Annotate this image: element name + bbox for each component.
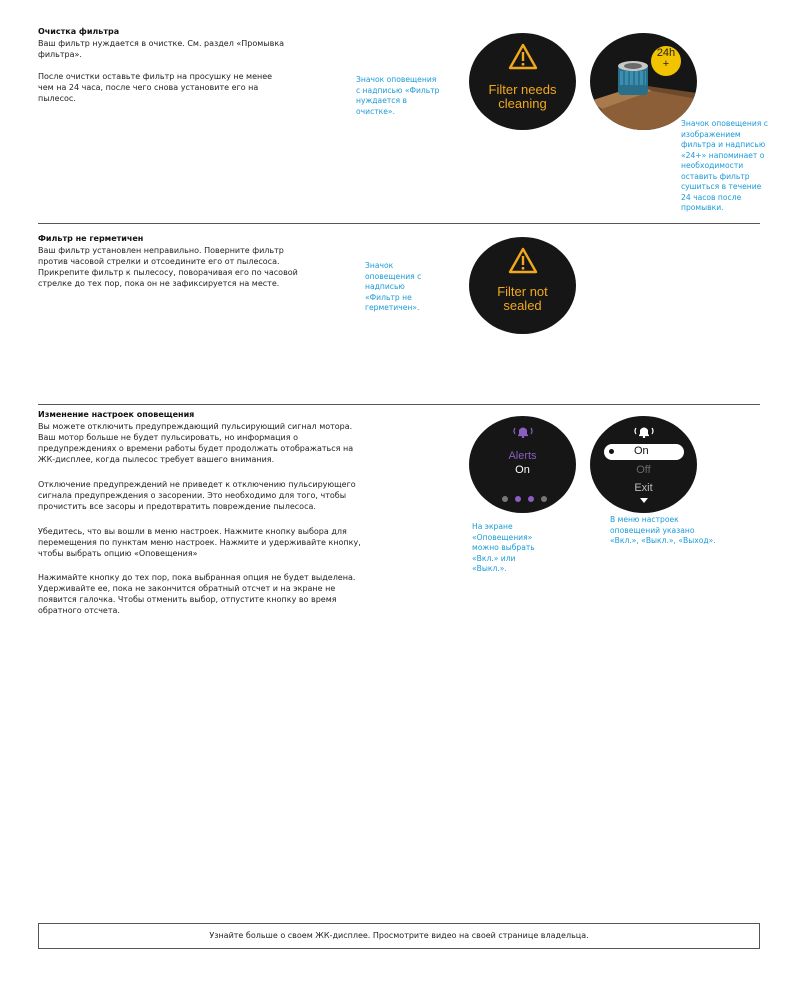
caption-filter-not-sealed: Значок оповещения с надписью «Фильтр не герметичен». <box>365 261 422 312</box>
alert-settings-text-2: Отключение предупреждений не приведет к отключению пульсирующего сигнала предупреждения о засорении. Это необходимо для того, чтобы прочистить все засоры и предотвратить повреждение пылесоса. <box>38 480 356 511</box>
alerts-screen-title: Alerts <box>508 450 537 462</box>
filter-needs-cleaning-screen <box>469 33 576 130</box>
option-exit[interactable]: Exit <box>634 482 653 494</box>
caption-alert-options: В меню настроек оповещений указано «Вкл.», «Выкл.», «Выход». <box>610 515 716 545</box>
option-on-label: On <box>634 445 649 457</box>
caption-filter-drying: Значок оповещения с изображением фильтра и надписью «24+» напоминает о необходимости оставить фильтр сушиться в течение 24 часов после промывки. <box>681 119 768 212</box>
filter-drying-24h-screen <box>590 33 697 130</box>
filter-cleaning-text-2: После очистки оставьте фильтр на просушку не менее чем на 24 часа, после чего снова установите его на пылесос. <box>38 72 273 103</box>
section-divider <box>38 404 760 405</box>
section-title-alert-settings: Изменение настроек оповещения <box>38 410 195 419</box>
scroll-down-arrow-icon <box>640 498 648 503</box>
page-indicator-dots <box>502 495 547 503</box>
alert-options-screen <box>590 416 697 513</box>
section-title-filter-not-sealed: Фильтр не герметичен <box>38 234 144 243</box>
owner-page-video-note: Узнайте больше о своем ЖК-дисплее. Просмотрите видео на своей странице владельца. <box>38 923 760 949</box>
filter-not-sealed-label: Filter not sealed <box>497 284 548 313</box>
bell-alert-icon <box>630 424 658 438</box>
bell-alert-icon <box>509 424 537 438</box>
caption-alerts-screen: На экране «Оповещения» можно выбрать «Вкл.» или «Выкл.». <box>472 522 535 573</box>
alerts-screen <box>469 416 576 513</box>
section-divider <box>38 223 760 224</box>
option-on-selected[interactable] <box>604 444 684 460</box>
selected-bullet-icon <box>609 449 614 454</box>
alert-settings-text-1: Вы можете отключить предупреждающий пульсирующий сигнал мотора. Ваш мотор больше не будет пульсировать, но информация о предупреждениях о времени работы будет продолжать отображаться на ЖК-дисплее, когда пылесос требует вашего внимания. <box>38 422 354 464</box>
24h-badge-label: 24h + <box>656 47 676 70</box>
filter-needs-cleaning-label: Filter needs cleaning <box>488 82 557 111</box>
alert-settings-text-3: Убедитесь, что вы вошли в меню настроек. Нажмите кнопку выбора для перемещения по пунктам меню настроек. Нажмите и удерживайте кнопку, чтобы выбрать опцию «Оповещения» <box>38 527 361 558</box>
filter-not-sealed-text: Ваш фильтр установлен неправильно. Поверните фильтр против часовой стрелки и отсоедините его от пылесоса. Прикрепите фильтр к пылесосу, поворачивая его по часовой стрелке до тех пор, пока он не зафиксируется на месте. <box>38 246 298 288</box>
option-off[interactable]: Off <box>636 464 651 476</box>
caption-filter-cleaning: Значок оповещения с надписью «Фильтр нуждается в очистке». <box>356 75 440 116</box>
section-title-filter-cleaning: Очистка фильтра <box>38 27 120 36</box>
alerts-screen-value: On <box>515 464 530 476</box>
alert-settings-text-4: Нажимайте кнопку до тех пор, пока выбранная опция не будет выделена. Удерживайте ее, пока не закончится обратный отсчет и на экране не появится галочка. Чтобы отменить выбор, отпустите кнопку во время обратного отсчета. <box>38 573 356 615</box>
filter-cleaning-text-1: Ваш фильтр нуждается в очистке. См. раздел «Промывка фильтра». <box>38 39 285 59</box>
filter-not-sealed-screen <box>469 237 576 334</box>
warning-icon <box>508 247 538 275</box>
warning-icon <box>508 43 538 71</box>
